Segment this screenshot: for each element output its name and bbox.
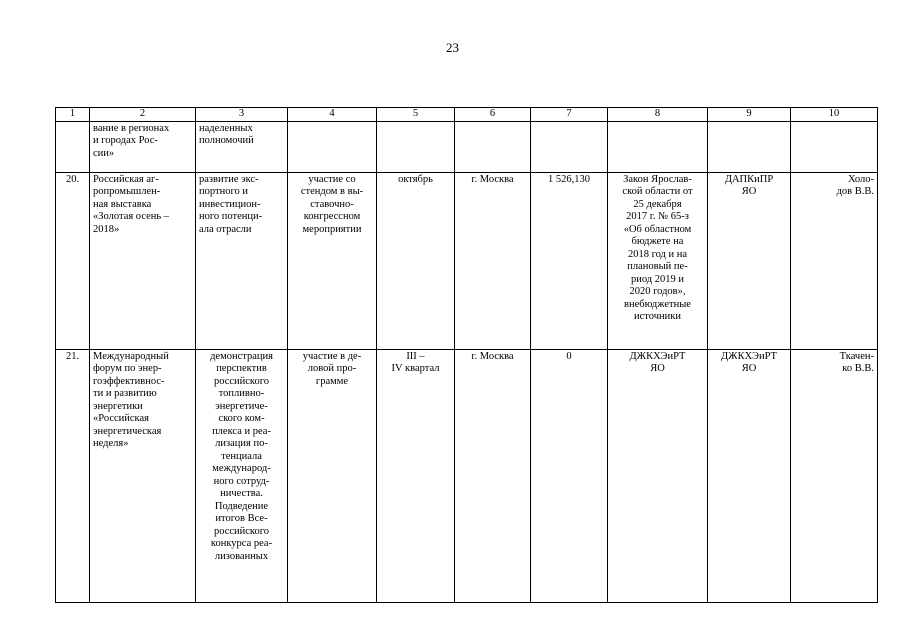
cell-executor: ДАПКиПР ЯО xyxy=(708,172,791,349)
cell-period: октябрь xyxy=(377,172,455,349)
events-table xyxy=(55,107,878,603)
cell-form xyxy=(288,121,377,172)
column-header: 1 xyxy=(56,108,90,122)
cell-responsible xyxy=(791,121,878,172)
cell-goal: наделенных полномочий xyxy=(196,121,288,172)
column-header: 6 xyxy=(455,108,531,122)
cell-amount: 0 xyxy=(531,349,608,602)
cell-responsible: Ткачен- ко В.В. xyxy=(791,349,878,602)
column-header: 5 xyxy=(377,108,455,122)
column-header: 9 xyxy=(708,108,791,122)
column-header: 3 xyxy=(196,108,288,122)
cell-executor xyxy=(708,121,791,172)
cell-event: Российская аг- ропромышлен- ная выставка «Золотая осень – 2018» xyxy=(90,172,196,349)
cell-place xyxy=(455,121,531,172)
column-header: 10 xyxy=(791,108,878,122)
continuation-row xyxy=(56,121,878,172)
cell-number: 21. xyxy=(56,349,90,602)
cell-amount xyxy=(531,121,608,172)
cell-form: участие со стендом в вы- ставочно- конгрессном мероприятии xyxy=(288,172,377,349)
cell-goal: демонстрация перспектив российского топливно- энергетиче- ского ком- плекса и реа- лизация по- тенциала международ- ного сотруд- ничества. Подведение итогов Все- российского конкурса реа- лизованных xyxy=(196,349,288,602)
cell-period: III – IV квартал xyxy=(377,349,455,602)
column-header: 8 xyxy=(608,108,708,122)
column-header: 4 xyxy=(288,108,377,122)
cell-event: вание в регионах и городах Рос- сии» xyxy=(90,121,196,172)
cell-amount: 1 526,130 xyxy=(531,172,608,349)
cell-place: г. Москва xyxy=(455,349,531,602)
cell-number: 20. xyxy=(56,172,90,349)
cell-goal: развитие экс- портного и инвестицион- ного потенци- ала отрасли xyxy=(196,172,288,349)
cell-source xyxy=(608,121,708,172)
cell-period xyxy=(377,121,455,172)
cell-event: Международный форум по энер- гоэффективнос- ти и развитию энергетики «Российская энергетическая неделя» xyxy=(90,349,196,602)
cell-number xyxy=(56,121,90,172)
cell-place: г. Москва xyxy=(455,172,531,349)
table-row xyxy=(56,349,878,602)
cell-executor: ДЖКХЭиРТ ЯО xyxy=(708,349,791,602)
column-header: 2 xyxy=(90,108,196,122)
cell-source: Закон Ярослав- ской области от 25 декабря 2017 г. № 65-з «Об областном бюджете на 2018 год и на плановый пе- риод 2019 и 2020 годов», внебюджетные источники xyxy=(608,172,708,349)
header-row xyxy=(56,108,878,122)
page-number: 23 xyxy=(446,40,459,55)
cell-responsible: Холо- дов В.В. xyxy=(791,172,878,349)
column-header: 7 xyxy=(531,108,608,122)
cell-form: участие в де- ловой про- грамме xyxy=(288,349,377,602)
table-row xyxy=(56,172,878,349)
cell-source: ДЖКХЭиРТ ЯО xyxy=(608,349,708,602)
